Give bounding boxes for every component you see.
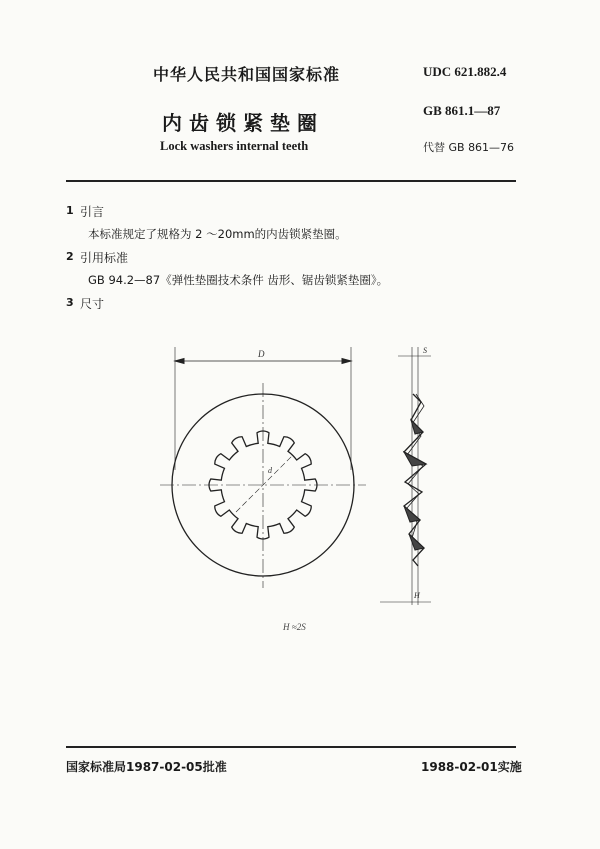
effective-date: 1988-02-01实施: [421, 760, 522, 774]
dim-d-arrow-left: [175, 359, 184, 364]
side-view-tooth-1: [411, 420, 423, 434]
section-2-title: 引用标准: [80, 251, 129, 265]
section-2-number: 2: [66, 250, 74, 263]
dim-h-label: H: [414, 591, 420, 600]
replaces-note: 代替 GB 861—76: [423, 141, 515, 154]
side-view-tooth-4: [409, 534, 424, 550]
gb-code: GB 861.1—87: [423, 103, 501, 118]
section-3-number: 3: [66, 296, 74, 309]
dim-small-d-label: d: [268, 466, 272, 475]
dim-d-arrow-right: [342, 359, 351, 364]
dim-d-small-line: [236, 456, 292, 512]
section-1-title: 引言: [80, 205, 105, 219]
section-2-text: GB 94.2—87《弹性垫圈技术条件 齿形、锯齿锁紧垫圈》。: [88, 273, 389, 287]
dim-s-label: S: [423, 346, 427, 355]
footer-rule: [66, 746, 516, 748]
figure-caption: H ≈2S: [283, 622, 306, 632]
section-1-number: 1: [66, 204, 74, 217]
section-1-text: 本标准规定了规格为 2 ～20mm的内齿锁紧垫圈。: [88, 227, 347, 241]
section-3-title: 尺寸: [80, 297, 105, 311]
dim-d-label: D: [258, 349, 265, 359]
side-view-tooth-2: [404, 452, 426, 466]
approval-date: 国家标准局1987-02-05批准: [66, 760, 227, 774]
standard-org: 中华人民共和国国家标准: [153, 65, 341, 84]
english-title: Lock washers internal teeth: [160, 139, 309, 153]
document-title: 内齿锁紧垫圈: [162, 111, 324, 135]
udc-code: UDC 621.882.4: [423, 64, 507, 79]
